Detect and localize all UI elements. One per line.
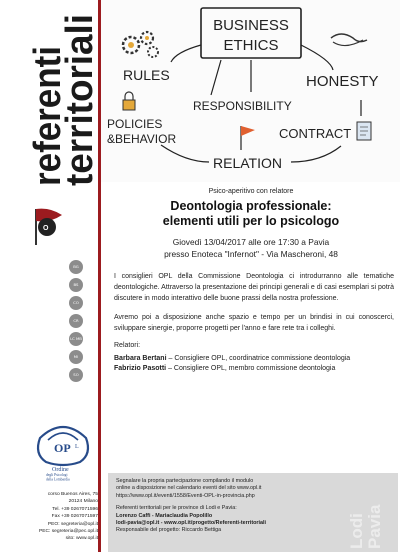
contact-peo[interactable]: PEO: segreteria@opl.it [47,521,98,527]
word-ethics: ETHICS [223,37,279,54]
word-business: BUSINESS [213,17,289,34]
svg-text:OP: OP [54,441,71,455]
contact-tel: Tel. +39 0267071596 [52,506,98,512]
series-title-line2: territoriali [59,8,101,186]
series-title [16,8,101,190]
province-dot: BG [69,260,83,274]
document-icon [357,122,371,140]
svg-text:O: O [43,225,49,232]
logo-sub1: degli Psicologi [46,473,68,477]
word-relation: RELATION [213,155,282,171]
event-kicker: Psico-aperitivo con relatore [208,188,294,195]
info-line: online a disposizione nel calendario eventi del sito www.opl.it [116,485,262,492]
contact-city: 20124 Milano [68,499,98,505]
project-manager: Responsabile del progetto: Riccardo Bettiga [116,527,222,534]
event-title [108,199,394,229]
contact-address: corso Buenos Aires, 75 [47,492,98,497]
event-venue: presso Enoteca "Infernot" - Via Mascheroni, 48 [164,248,338,259]
info-line: Segnalare la propria partecipazione compilando il modulo [116,478,254,484]
event-when [108,237,394,260]
province-dot: CR [69,314,83,328]
speakers-block [108,341,394,375]
speaker-role: – Consigliere OPL, coordinatrice commissione deontologia [166,354,351,362]
main-content [108,182,394,375]
contact-fax: Fax +39 0267071597 [51,514,98,520]
series-title-line1: referenti [27,33,69,186]
speakers-heading: Relatori: [114,342,141,349]
word-rules: RULES [123,67,170,83]
contact-pec[interactable]: PEC: segreteria@pec.opl.it [38,529,98,535]
province-dot: LC MB [69,332,83,346]
logo-sub2: della Lombardia [46,477,70,482]
event-title-line1: Deontologia professionale: [170,199,332,213]
referents-contact[interactable]: lodi-pavia@opl.it - www.opl.it/progetto/Referenti-territoriali [116,520,267,527]
province-dot: BS [69,278,83,292]
opl-logo [30,420,96,482]
event-description: I consiglieri OPL della Commissione Deontologia ci introdurranno alle tematiche deontologiche. Attraverso la presentazione dei principi generali e di casi esemplari si potrà discutere in modo interattivo delle buone prassi della nostra professione. [114,273,394,302]
province-dot: SO [69,368,83,382]
word-contract: CONTRACT [279,126,352,141]
province-dot: CO [69,296,83,310]
logo-name: Ordine [52,467,69,473]
province-dot: MI [69,350,83,364]
lodi-pavia-watermark [344,483,384,553]
sidebar [0,0,101,552]
contact-block [4,491,98,543]
watermark-lodi: Lodi [347,513,366,549]
business-ethics-illustration [101,0,400,182]
flag-icon [241,126,255,150]
speaker-name: Barbara Bertani [114,354,167,362]
event-date-time: Giovedì 13/04/2017 alle ore 17:30 a Pavia [172,237,330,247]
speaker-item [114,364,394,375]
province-dots [69,260,85,386]
registration-link[interactable]: https://www.opl.it/eventi/1558/Eventi-OPL-in-provincia.php [116,492,255,499]
word-honesty: HONESTY [306,73,379,90]
speaker-role: – Consigliere OPL, membro commissione deontologia [166,365,336,372]
svg-text:L: L [75,444,79,450]
watermark-pavia: Pavia [365,504,384,549]
info-line: Referenti territoriali per le province di Lodi e Pavia: [116,505,237,512]
referents-names: Lorenzo Caffi - Mariaclaudia Popolillo [116,512,213,519]
contact-site[interactable]: sito: www.opl.it [65,536,98,542]
gears-icon [123,32,158,57]
speaker-item [114,354,394,365]
word-policies: POLICIES [107,117,163,131]
event-title-line2: elementi utili per lo psicologo [162,214,340,228]
speaker-name: Fabrizio Pasotti [114,365,167,372]
flag-logo-icon [30,205,64,247]
registration-info-box [108,473,398,552]
word-behavior: &BEHAVIOR [107,132,177,146]
word-responsibility: RESPONSIBILITY [193,99,292,113]
event-description-2: Avremo poi a disposizione anche spazio e tempo per un brindisi in cui conoscerci, sviluppare sinergie, proporre progetti per l'anno e fare rete tra i colleghi. [114,314,394,332]
lock-icon [123,92,135,110]
